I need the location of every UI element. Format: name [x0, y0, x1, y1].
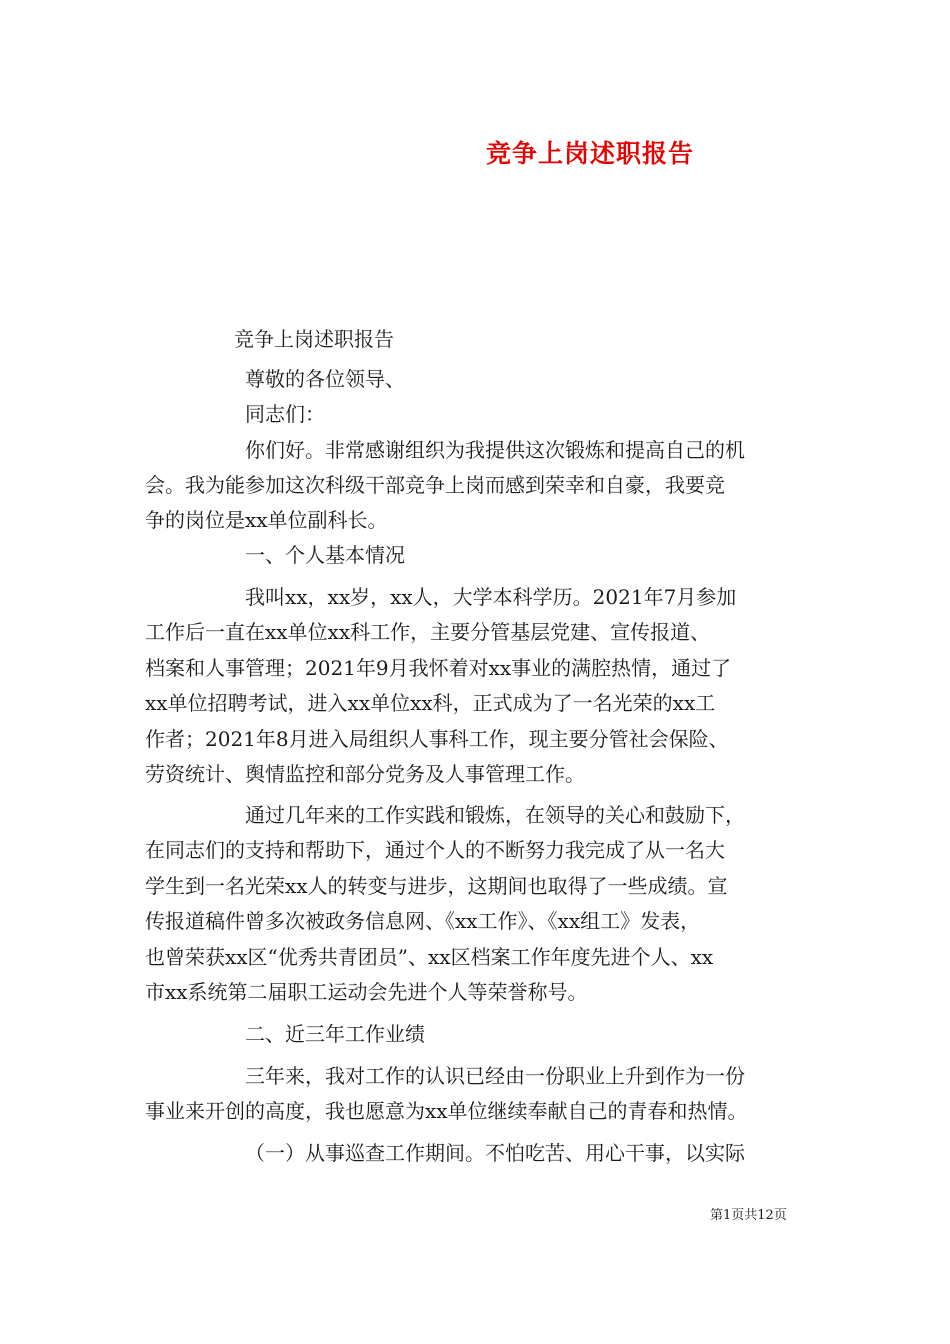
paragraph-line: 事业来开创的高度，我也愿意为xx单位继续奉献自己的青春和热情。: [145, 1099, 748, 1123]
paragraph-line: 在同志们的支持和帮助下，通过个人的不断努力我完成了从一名大: [145, 838, 725, 862]
page-number: 第1页共12页: [710, 1208, 787, 1223]
paragraph-line: 也曾荣获xx区“优秀共青团员”、xx区档案工作年度先进个人、xx: [145, 945, 714, 969]
paragraph-line: 市xx系统第二届职工运动会先进个人等荣誉称号。: [145, 980, 588, 1004]
section-heading: 二、近三年工作业绩: [245, 1022, 425, 1046]
paragraph-line: 你们好。非常感谢组织为我提供这次锻炼和提高自己的机: [245, 438, 745, 462]
paragraph-line: （一）从事巡查工作期间。不怕吃苦、用心干事，以实际: [245, 1141, 745, 1165]
paragraph-line: 同志们：: [245, 402, 325, 426]
paragraph-line: 争的岗位是xx单位副科长。: [145, 508, 388, 532]
paragraph-line: 三年来，我对工作的认识已经由一份职业上升到作为一份: [245, 1064, 745, 1088]
paragraph-line: 作者；2021年8月进入局组织人事科工作，现主要分管社会保险、: [145, 727, 729, 751]
paragraph-line: 档案和人事管理；2021年9月我怀着对xx事业的满腔热情，通过了: [145, 656, 732, 680]
paragraph-line: 传报道稿件曾多次被政务信息网、《xx工作》、《xx组工》发表，: [145, 909, 701, 933]
paragraph-line: 竞争上岗述职报告: [234, 327, 394, 351]
paragraph-line: 劳资统计、舆情监控和部分党务及人事管理工作。: [145, 762, 585, 786]
paragraph-line: 会。我为能参加这次科级干部竞争上岗而感到荣幸和自豪，我要竞: [145, 473, 725, 497]
paragraph-line: xx单位招聘考试，进入xx单位xx科，正式成为了一名光荣的xx工: [145, 691, 716, 715]
document-title: 竞争上岗述职报告: [485, 139, 694, 168]
paragraph-line: 我叫xx，xx岁，xx人，大学本科学历。2021年7月参加: [245, 585, 737, 609]
section-heading: 一、个人基本情况: [245, 543, 405, 567]
paragraph-line: 尊敬的各位领导、: [245, 367, 405, 391]
paragraph-line: 通过几年来的工作实践和锻炼，在领导的关心和鼓励下，: [245, 803, 745, 827]
paragraph-line: 工作后一直在xx单位xx科工作，主要分管基层党建、宣传报道、: [145, 620, 711, 644]
paragraph-line: 学生到一名光荣xx人的转变与进步，这期间也取得了一些成绩。宣: [145, 874, 728, 898]
